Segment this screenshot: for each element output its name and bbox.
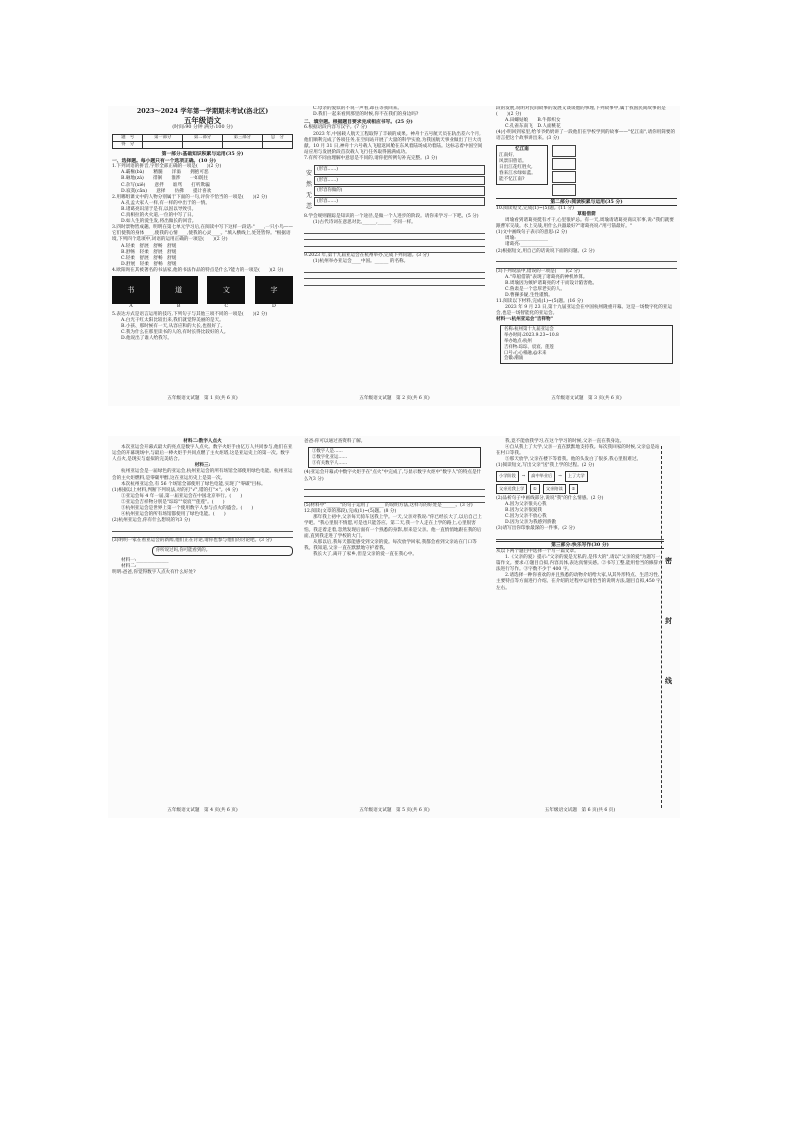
seal-char: 封 bbox=[665, 616, 672, 625]
answer-lines[interactable] bbox=[112, 525, 293, 538]
calligraphy-label: A bbox=[129, 303, 133, 309]
passage: 杭州亚运会是一届绿色的亚运会,杭州亚运会的所有场馆全部使用绿色电能。杭州亚运会的主火炬燃料,是零碳甲醇,这在亚运历史上是第一次。 bbox=[112, 469, 293, 481]
option: B.舒畅 轻柔 舒展 舒缓 bbox=[121, 249, 177, 255]
page-2 bbox=[304, 106, 485, 406]
flow-step: 上了大学 bbox=[565, 471, 588, 481]
option: A.田螺姑娘 B.牛郎织女 bbox=[505, 118, 561, 124]
passage: ⑤那天放学,父亲在楼下等着我。他的头发白了很多,我心里很难过。 bbox=[505, 457, 642, 463]
passage: 本次亚运会开幕式最大的亮点是数字人点火。数字火炬手由亿万人共同参与,他们在亚运会的开幕现场中,与最后一棒火炬手共同点燃了主火炬塔,这是亚运史上的第一次。数字人点火,是现实与虚拟的完美结合。 bbox=[112, 445, 293, 463]
dialogue-line: 爸爸:你可以通过查资料了解。 bbox=[304, 439, 366, 444]
page-footer: 五年级语文试题 第 3 页(共 6 页) bbox=[551, 395, 622, 401]
option: A.白光干红太阳比较出来,我们就觉得美丽的是天。 bbox=[121, 318, 224, 324]
page-3 bbox=[496, 106, 677, 406]
page-6 bbox=[496, 436, 664, 818]
flow-blank[interactable]: ② bbox=[569, 484, 579, 494]
flow-label: 父亲陪读 bbox=[543, 484, 566, 494]
frame-line: ①数字人是…… bbox=[312, 449, 343, 455]
score-cell bbox=[262, 141, 292, 148]
option: C.鲁肃是一个忠厚老实的人。 bbox=[505, 286, 565, 292]
poem-line: 江南好, bbox=[499, 152, 515, 158]
part-heading: 第三部分:快乐写作(30 分) bbox=[496, 541, 664, 549]
option: A."草船借箭"表现了诸葛亮的神机妙算。 bbox=[505, 274, 588, 280]
question-part: (1)古代诗词在意思对比,______,______ 不同一样。 bbox=[313, 220, 416, 226]
poem-line: 日出江花红胜火, bbox=[499, 164, 533, 170]
page-1 bbox=[112, 106, 293, 406]
answer-line[interactable]: 材料二:______________ bbox=[121, 564, 169, 570]
info-line: 举办时间:2023.9.23~10.8 bbox=[504, 333, 559, 339]
page-footer: 五年级语文试题 第 6 页(共 6 页) bbox=[544, 807, 616, 813]
judgement-item: ②亚运会吉祥物分别是"琮琮""宸宸""莲莲"。( ) bbox=[121, 499, 225, 505]
question: 2.用哪组课文中的人物分别属于下面的一句,评价不恰当的一项是( )(2 分) bbox=[112, 194, 268, 200]
question: 6.根据语段内容写汉字。(7 分) bbox=[304, 125, 367, 131]
poem-block bbox=[496, 145, 677, 196]
info-line: 名称:杭州第十九届亚运会 bbox=[504, 327, 554, 333]
exam-title: 2023～2024 学年第一学期期末考试(洛北区) bbox=[136, 108, 269, 115]
idiom-box: (形容……) bbox=[314, 165, 485, 175]
option: A.因为父亲很关心我 bbox=[505, 501, 547, 507]
option: A.轻柔 舒展 舒畅 舒缓 bbox=[121, 243, 177, 249]
exam-subtitle: 五年级语文 bbox=[184, 116, 221, 125]
passage: 2023 年,中国载人航天工程取得了丰硕的成果。神舟十五号航天员在轨出差六个月,他们顺利完成了各项任务,在空间站开展了大量的科学实验,为我国航天事业做出了巨大贡献。10 月 31 日,神舟十六号载人飞船返回舱在东风着陆场成功着陆。这标志着中国空间站应用与发展阶段首次载人飞行任务取得圆满成功。 bbox=[304, 131, 483, 155]
poem-line: 风景旧曾谙。 bbox=[499, 158, 527, 164]
calligraphy-label: D bbox=[272, 303, 276, 309]
page-footer: 五年级语文试题 第 2 页(共 6 页) bbox=[359, 395, 430, 401]
question: 5.表达方式是语言运用的技巧,下列句子与其他三项不同的一项是( )(2 分) bbox=[112, 312, 268, 318]
option: C.因为父亲不放心我 bbox=[505, 513, 547, 519]
option: D.我们一起来看到那里的时候,你不在我们的身边吗? bbox=[313, 112, 419, 118]
idiom-box: (形容……) bbox=[314, 176, 485, 186]
option: B.因为父亲很爱我 bbox=[505, 507, 542, 513]
option: C.轻柔 舒展 舒畅 舒缓 bbox=[121, 255, 177, 261]
writing-instruction: 从以下两个题目中选择一个写一篇文章。 bbox=[496, 549, 579, 555]
option: B.砸地(zá) 徘徊 淮涉 一如既往 bbox=[121, 176, 209, 182]
idiom-box: (形容你做的) bbox=[314, 186, 485, 196]
info-line: 会徽:潮涌 bbox=[504, 356, 524, 362]
info-box bbox=[500, 325, 673, 364]
score-header: 第三部分 bbox=[222, 134, 262, 141]
question: (1)文中画线句子表示的意思:(2 分) bbox=[496, 230, 568, 236]
option: D.舒展 轻柔 舒畅 舒缓 bbox=[121, 261, 177, 267]
info-line: 举办地点:杭州 bbox=[504, 339, 532, 345]
question: 11.阅读以下材料,完成(1)~(5)题。(16 分) bbox=[496, 299, 584, 305]
question: 12.阅读(文章的那段),完成(1)~(5)题。(8 分) bbox=[304, 509, 397, 515]
score-cell bbox=[222, 141, 262, 148]
question-part: (1)杭州举办亚运会____中国。______ 的名称。 bbox=[313, 259, 409, 265]
question: (2)根据短文,用自己的话说说下面的问题。(2 分) bbox=[496, 248, 595, 254]
option: A.孔孟大家人一样,有一样的中出于的一情。 bbox=[121, 200, 210, 206]
question: (2)品析句子中画线部分,说说"我"的什么情感。(2 分) bbox=[496, 495, 604, 501]
question: 1.下列词语的拼音,字形全部正确的一项是( )(2 分) bbox=[112, 164, 222, 170]
page-footer: 五年级语文试题 第 4 页(共 6 页) bbox=[167, 807, 238, 813]
part-heading: 第二部分:阅读积累与运用(35 分) bbox=[496, 198, 677, 206]
answer-lines[interactable] bbox=[304, 266, 485, 286]
exam-sheet-top bbox=[108, 106, 680, 406]
reference-frame bbox=[308, 447, 481, 468]
answer-lines[interactable] bbox=[304, 227, 485, 253]
question: (3)下列说法中,错误的一项是( )(2 分) bbox=[496, 268, 580, 274]
option: D.他说出了谁人给我写。 bbox=[121, 336, 172, 342]
speech-bubble: 你听说过吗,你可能看到的。 bbox=[152, 546, 293, 556]
calligraphy-item bbox=[112, 276, 150, 310]
question: (1)根据以上材料,判断下列说法,对的打"√",错的打"×"。(4 分) bbox=[112, 487, 238, 493]
option: B.周瑜因为嫉妒诸葛亮的才干而设计陷害他。 bbox=[505, 280, 598, 286]
flow-diagram-labels bbox=[496, 484, 664, 494]
flow-blank[interactable]: ① bbox=[530, 484, 540, 494]
calligraphy-image: 书 bbox=[112, 276, 150, 304]
seal-char: 线 bbox=[665, 676, 672, 685]
part-heading: 第一部分:基础知识积累与运用(35 分) bbox=[161, 150, 244, 157]
option: C.母亲的爱似的不说一声看,却在等我回来。 bbox=[313, 106, 402, 111]
dialogue-line: 明明:爸爸,你觉得数字人点火有什么好处? bbox=[112, 570, 196, 576]
score-header: 题 号 bbox=[113, 134, 143, 141]
material-heading: 材料二:数字人点火 bbox=[183, 439, 222, 444]
option: D.如人生的爱生发,将出做长的回音。 bbox=[121, 219, 197, 225]
score-header: 第一部分 bbox=[143, 134, 183, 141]
passage: 我长大了,离开了家乡,但是父亲的爱一直在我心中。 bbox=[313, 551, 417, 557]
page-footer: 五年级语文试题 第 1 页(共 6 页) bbox=[167, 395, 238, 401]
idiom-box: (形容……) bbox=[314, 197, 485, 207]
passage: 我,竟不能放我学习,在这个学习的时候,父亲一直在我身边。 bbox=[505, 439, 625, 444]
poem-box bbox=[496, 145, 548, 186]
calligraphy-image: 道 bbox=[160, 276, 198, 304]
question: 10.阅读短文,完成(1)~(5)题。(11 分) bbox=[496, 205, 574, 211]
score-row-label: 得 分 bbox=[113, 141, 143, 148]
score-header: 第二部分 bbox=[183, 134, 223, 141]
score-table bbox=[112, 134, 293, 149]
score-cell bbox=[143, 141, 183, 148]
answer-lines[interactable] bbox=[304, 484, 485, 504]
page-4 bbox=[112, 436, 293, 818]
info-line: 吉祥物:琮琮、宸宸、莲莲 bbox=[504, 344, 554, 350]
flow-diagram: 小学阶段 → 高中毕业后 → 上了大学 bbox=[496, 471, 664, 481]
calligraphy-label: C bbox=[224, 303, 229, 309]
flow-step: 高中毕业后 bbox=[528, 471, 555, 481]
calligraphy-item bbox=[207, 276, 245, 310]
exam-sheet-bottom bbox=[108, 436, 680, 818]
question: 4.欧阳询在其被著名的书法家,他的书法作品的特点是什么?能力的一项是( )(2 分) bbox=[112, 267, 284, 273]
passage: 那年我上初中,父亲每天骑车送我上学。一天,父亲对我说:"你已经长大了,以后自己上学吧。"我心里很不情愿,可是也只能答应。第二天,我一个人走在上学的路上,心里很害怕。我走着走着,忽然发现后面有一个熟悉的身影,原来是父亲。他一直悄悄地跟在我的后面,直到我走进了学校的大门。 bbox=[304, 515, 482, 539]
passage: ④自从我上了大学,父亲一直在默默地支持我。每次我回家的时候,父亲总是站在村口等我。 bbox=[496, 445, 660, 457]
writing-prompt: 1.《父亲的爱》提示:"父亲的爱是无私的,是伟大的",请以"父亲的爱"为题写一篇作文。要求:①题目自拟,内容具体,表达真情实感。②书写工整,能用恰当的修辞方法进行写作。③字数不少于 400 字。 bbox=[496, 555, 663, 573]
calligraphy-item bbox=[160, 276, 198, 310]
answer-grid[interactable] bbox=[552, 145, 576, 196]
judgement-item: ①亚运会每 4 年一届,第一届亚运会在中国北京举行。( ) bbox=[121, 493, 243, 499]
section-heading: 二、填空题。根据题目要求完成相应书写。(25 分) bbox=[304, 119, 413, 126]
option: D.曹操多疑,生性谨慎。 bbox=[505, 292, 553, 298]
question: (4)亚运会开幕式中数字火炬手在"点火"中完成了,与显示数字火炬中"数字人"的特点是什么?(3 分) bbox=[304, 470, 482, 482]
question: 7.有所不同由理解中意思是不同的,请你把所例句补充完整。(3 分) bbox=[304, 155, 438, 161]
question: 段的发展,说明对民间故事的发展又谈谈他的事理,下列故事中,属于我国民间故事的是( )(2 分) bbox=[496, 106, 666, 118]
passage: 从那以后,我每天都能感受到父亲的爱。每次放学回家,我都会看到父亲站在门口等我。我知道,父亲一直在默默地守护着我。 bbox=[304, 539, 477, 551]
passage: 本次杭州亚运会,有 56 个场馆全部使用了绿色电能,实现了"零碳"目标。 bbox=[121, 481, 266, 487]
flow-step: 小学阶段 bbox=[496, 471, 519, 481]
answer-line[interactable]: 诸葛亮:______________ bbox=[505, 242, 553, 248]
question: (3)请写出你印象最深的一件事。(2 分) bbox=[496, 526, 575, 532]
score-cell bbox=[183, 141, 223, 148]
question: 3.四时景物皆成趣。明明在第七单元学习后,在阅读中写下这样一段话:"____,一只小鸟——它们使我的身体____,使我的心情____,使我的心灵____。"填入横线上,处处皆得。"根据语境,下列四个选项中,词语的运用正确的一项是( )(2 分) bbox=[112, 225, 293, 243]
option: B.小孩、那时候有一天,从容应和的大长,也很好了。 bbox=[121, 324, 226, 330]
poem-line: 春来江水绿如蓝。 bbox=[499, 170, 536, 176]
passage-title: 草船借箭 bbox=[577, 211, 596, 217]
question: (4)小明回到家里,给爷爷奶奶讲了一段他们在学校学到的故事——"忆江南",请你用简要的语言把这个故事讲出来。(3 分) bbox=[496, 130, 676, 142]
answer-line[interactable]: 周瑜:______________ bbox=[505, 236, 548, 242]
option: C.真相拉的火火道,一位的中写了日。 bbox=[121, 213, 197, 219]
calligraphy-label: B bbox=[176, 303, 181, 309]
option: D.因为父亲为我感到骄傲 bbox=[505, 520, 556, 526]
judgement-item: ④杭州亚运会的所有场馆都使用了绿色电能。( ) bbox=[121, 512, 226, 518]
section-heading: 一、选择题。每小题只有一个选项正确。(10 分) bbox=[112, 157, 217, 164]
question: 8.学会规则跟踪是知识的一个途径,是做一个人进步的阶段。请你来学习一下吧。(5 分) bbox=[304, 214, 479, 220]
option: B.诸葛亮识清于是有,以因以导致引。 bbox=[121, 206, 197, 212]
judgement-item: ③杭州亚运会是世界上第一个使用数字人参与点火的盛会。( ) bbox=[121, 506, 254, 512]
poem-title: 忆江南 bbox=[515, 146, 529, 152]
frame-line: ③有关数字人…… bbox=[312, 460, 348, 466]
material-heading: 材料三: bbox=[194, 463, 211, 469]
question: (3)明明一家在看亚运会的新闻,他们正在讨论,请你也参与他们的讨论吧。(3 分) bbox=[112, 538, 272, 544]
passage: 周瑜看到诸葛亮挺有才干,心里很妒忌。有一天,周瑜请诸葛亮商议军事,说:"我们就要跟曹军交战。水上交战,用什么兵器最好?"诸葛亮说:"用弓箭最好。" bbox=[496, 218, 674, 230]
option: C.杂写(xiě) 意拌 谁骂 打听欺骗 bbox=[121, 182, 210, 188]
seal-line bbox=[661, 446, 674, 808]
score-header: 总 分 bbox=[262, 134, 292, 141]
question: (1)阅读短文,写出父亲"送"我上学的过程。(2 分) bbox=[496, 463, 595, 469]
idiom-diagram bbox=[304, 164, 485, 212]
exam-meta: (时间:90 分钟 满分:100 分) bbox=[172, 125, 233, 130]
passage: 2023 年 9 月 23 日,第十九届亚运会在中国杭州隆重开幕。这是一场数字化的亚运会,也是一场智能化的亚运会。 bbox=[496, 305, 673, 317]
material-heading: 材料一:杭州亚运会"吉祥物" bbox=[496, 317, 554, 323]
question: 9.2023 年,第十九届亚运会在杭州举办,完成下列问题。(3 分) bbox=[304, 253, 429, 259]
option: C.我为什么在那里读书的人的,有时长得比较好的人。 bbox=[121, 330, 229, 336]
page-5 bbox=[304, 436, 485, 818]
frame-line: ②数字化亚运…… bbox=[312, 454, 348, 460]
answer-line[interactable]: 材料一:______________ bbox=[121, 558, 169, 563]
poem-line: 能不忆江南? bbox=[499, 177, 525, 183]
calligraphy-image: 文 bbox=[207, 276, 245, 304]
flow-label: 父亲送我上学 bbox=[496, 484, 527, 494]
seal-char: 密 bbox=[665, 556, 672, 565]
calligraphy-item bbox=[255, 276, 293, 310]
option: D.寂寞(cǎn) 意择 仿佛 提计喜欢 bbox=[121, 188, 212, 194]
calligraphy-samples bbox=[112, 276, 293, 310]
answer-lines[interactable] bbox=[496, 256, 677, 269]
question: (2)杭州亚运会,你有什么想说的?(3 分) bbox=[112, 518, 191, 524]
page-footer: 五年级语文试题 第 5 页(共 6 页) bbox=[359, 807, 430, 813]
option: A.霸権(bà) 精髓 洋溢 拥抱可恶 bbox=[121, 170, 209, 176]
info-line: 口号:心心相融,@未来 bbox=[504, 350, 547, 356]
answer-lines[interactable] bbox=[496, 533, 664, 540]
option: C.孔雀东南飞 D.人面桃花 bbox=[505, 124, 561, 130]
idiom-chars: 安 然 无 恙 bbox=[305, 170, 312, 211]
question: (5)材料中"______"的句子运用了______ 的说明方法,这样写的好处是______。(3 分) bbox=[304, 503, 473, 509]
writing-prompt: 2.请选择一种你喜欢的并且熟悉的动物介绍给大家,从其外形特点、生活习性、主要特点等方面进行介绍。在介绍的过程中运用恰当的说明方法,题目自拟,450 字左右。 bbox=[496, 573, 663, 591]
calligraphy-image: 字 bbox=[255, 276, 293, 304]
